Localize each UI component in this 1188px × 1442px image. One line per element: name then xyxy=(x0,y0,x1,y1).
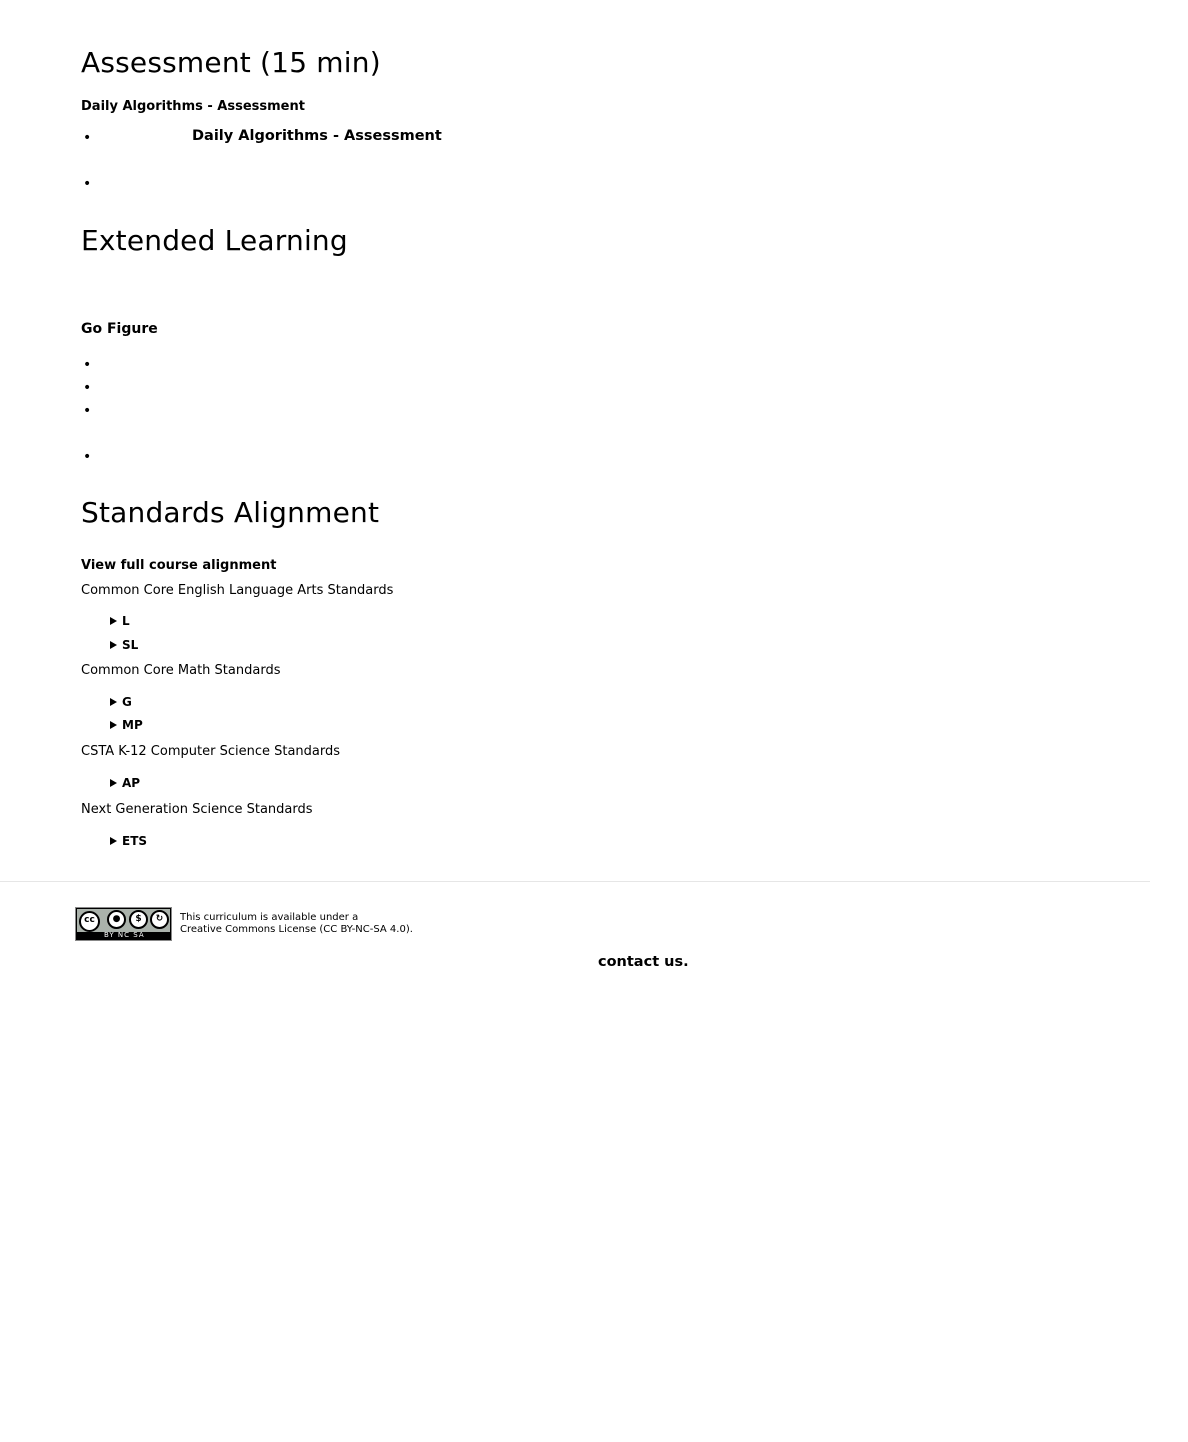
standard-toggle-label: SL xyxy=(122,638,139,652)
standard-toggle-mp[interactable] xyxy=(110,718,143,732)
standard-toggle-label: ETS xyxy=(122,834,148,848)
assessment-link[interactable]: Daily Algorithms - Assessment xyxy=(192,128,442,144)
license-text xyxy=(180,912,413,936)
standard-group-csta: CSTA K-12 Computer Science Standards xyxy=(81,744,341,759)
license-line-1: This curriculum is available under a xyxy=(180,912,359,923)
list-bullet xyxy=(83,131,91,145)
go-figure-heading: Go Figure xyxy=(81,321,158,337)
standard-group-ela: Common Core English Language Arts Standards xyxy=(81,583,394,598)
badge-labels: BY NC SA xyxy=(104,931,145,939)
standard-group-ngss: Next Generation Science Standards xyxy=(81,802,313,817)
standards-heading: Standards Alignment xyxy=(81,496,380,529)
standard-toggle-g[interactable] xyxy=(110,695,132,709)
disclosure-triangle-icon xyxy=(110,641,117,649)
list-bullet xyxy=(83,404,91,418)
standard-toggle-l[interactable] xyxy=(110,614,130,628)
disclosure-triangle-icon xyxy=(110,698,117,706)
standard-toggle-label: MP xyxy=(122,718,143,732)
nc-icon: $ xyxy=(129,910,148,929)
cc-icon: cc xyxy=(79,911,100,932)
standard-toggle-label: L xyxy=(122,614,130,628)
list-bullet xyxy=(83,177,91,191)
standard-toggle-sl[interactable] xyxy=(110,638,138,652)
assessment-subheading: Daily Algorithms - Assessment xyxy=(81,99,305,114)
disclosure-triangle-icon xyxy=(110,617,117,625)
list-bullet xyxy=(83,358,91,372)
standard-toggle-ap[interactable] xyxy=(110,776,140,790)
creative-commons-badge[interactable] xyxy=(75,907,172,941)
disclosure-triangle-icon xyxy=(110,779,117,787)
view-full-alignment-link[interactable]: View full course alignment xyxy=(81,558,277,573)
sa-icon: ↻ xyxy=(150,910,169,929)
extended-learning-heading: Extended Learning xyxy=(81,224,348,257)
assessment-heading: Assessment (15 min) xyxy=(81,46,381,79)
list-bullet xyxy=(83,381,91,395)
standard-group-math: Common Core Math Standards xyxy=(81,663,281,678)
disclosure-triangle-icon xyxy=(110,837,117,845)
license-link[interactable]: Creative Commons License (CC BY-NC-SA 4.0). xyxy=(180,924,413,935)
by-icon: ● xyxy=(107,910,126,929)
contact-us-link[interactable]: contact us. xyxy=(598,954,689,970)
standard-toggle-label: AP xyxy=(122,776,141,790)
disclosure-triangle-icon xyxy=(110,721,117,729)
footer-divider xyxy=(0,881,1150,882)
standard-toggle-ets[interactable] xyxy=(110,834,147,848)
standard-toggle-label: G xyxy=(122,695,132,709)
list-bullet xyxy=(83,450,91,464)
